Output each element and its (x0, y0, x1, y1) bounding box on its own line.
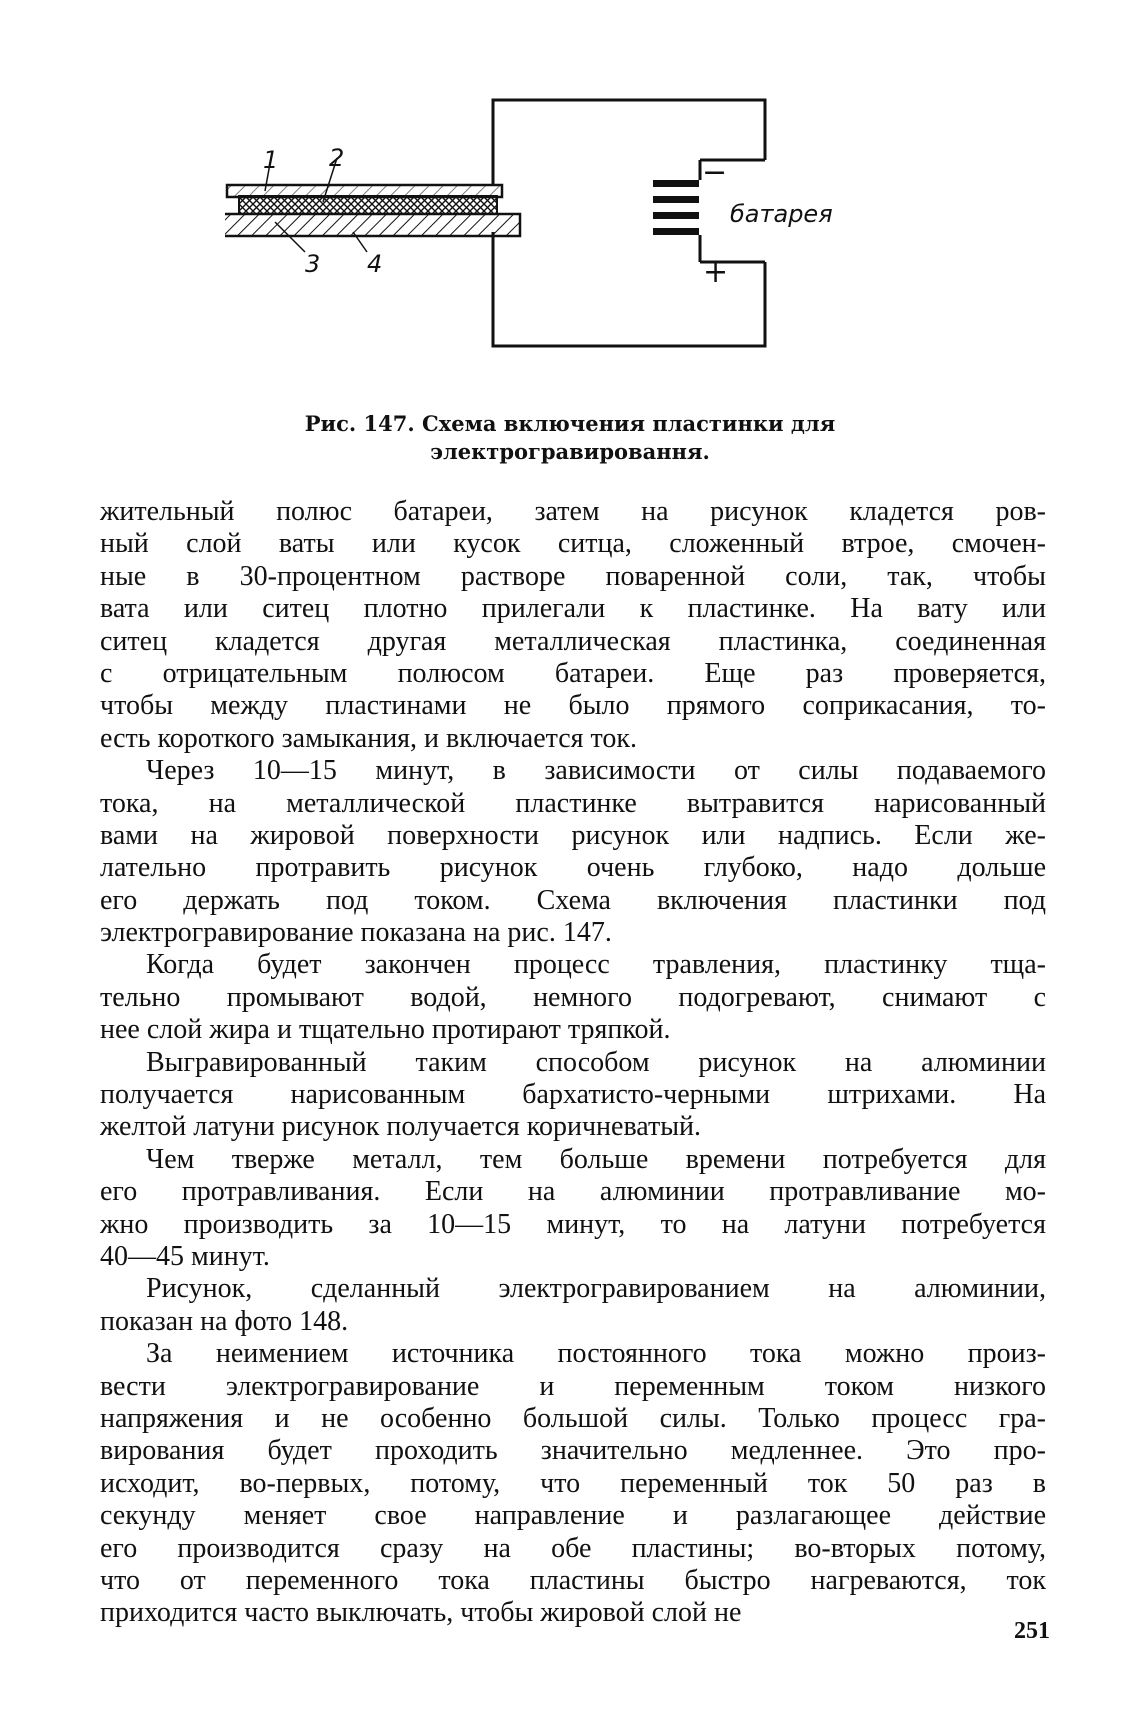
text-line: вата или ситец плотно прилегали к пластинке. На вату или (100, 593, 1046, 625)
text-line: жно производить за 10—15 минут, то на латуни потребуется (100, 1208, 1046, 1240)
label-4: 4 (367, 250, 383, 278)
text-line: тока, на металлической пластинке вытравится нарисованный (100, 787, 1046, 819)
text-line: приходится часто выключать, чтобы жировой слой не (100, 1597, 742, 1629)
text-line: с отрицательным полюсом батареи. Еще раз проверяется, (100, 657, 1046, 689)
plus-sign: + (703, 255, 729, 290)
text-line: его производится сразу на обе пластины; во-вторых потому, (100, 1532, 1046, 1564)
page-number: 251 (1014, 1618, 1050, 1644)
caption-line-2: электрогравировання. (430, 439, 710, 464)
text-line: получается нарисованным бархатисто-черными штрихами. На (100, 1079, 1046, 1111)
text-line: жительный полюс батареи, затем на рисунок кладется ров- (100, 496, 1046, 527)
minus-sign: − (702, 155, 728, 190)
text-line: Рисунок, сделанный электрогравированием на алюминии, (146, 1273, 1046, 1305)
battery-cell-3 (653, 212, 699, 219)
paragraph (100, 1047, 1046, 1144)
text-line: нее слой жира и тщательно протирают тряпкой. (100, 1014, 671, 1046)
circuit-svg (225, 92, 935, 392)
text-line: вести электрогравирование и переменным током низкого (100, 1370, 1046, 1402)
text-line: Когда будет закончен процесс травления, пластинку тща- (146, 949, 1046, 981)
text-line: электрогравирование показана на рис. 147. (100, 917, 612, 949)
label-2: 2 (329, 144, 345, 172)
text-line: желтой латуни рисунок получается коричневатый. (100, 1111, 702, 1143)
plate-bottom (225, 214, 520, 236)
battery-cell-2 (653, 196, 699, 203)
paragraph (100, 1273, 1046, 1338)
paragraph (100, 1144, 1046, 1274)
text-line: За неимением источника постоянного тока можно произ- (146, 1338, 1046, 1370)
paragraph (100, 949, 1046, 1046)
text-line: ный слой ваты или кусок ситца, сложенный втрое, смочен- (100, 528, 1046, 560)
figure-caption (280, 410, 860, 466)
text-line: Чем тверже металл, тем больше времени потребуется для (146, 1143, 1046, 1175)
text-line: показан на фото 148. (100, 1305, 349, 1337)
text-line: секунду меняет свое направление и разлагающее действие (100, 1500, 1046, 1532)
text-line: 40—45 минут. (100, 1240, 270, 1272)
text-line: Через 10—15 минут, в зависимости от силы подаваемого (146, 755, 1046, 787)
battery-label: батарея (730, 200, 833, 228)
text-line: чтобы между пластинами не было прямого соприкасания, то- (100, 690, 1046, 722)
text-line: его протравливания. Если на алюминии протравливание мо- (100, 1176, 1046, 1208)
text-line: ные в 30-процентном растворе поваренной соли, так, чтобы (100, 560, 1046, 592)
paragraph (100, 755, 1046, 949)
label-3: 3 (305, 250, 321, 278)
text-line: его держать под током. Схема включения пластинки под (100, 884, 1046, 916)
text-line: ситец кладется другая металлическая пластинка, соединенная (100, 625, 1046, 657)
text-line: исходит, во-первых, потому, что переменный ток 50 раз в (100, 1467, 1046, 1499)
caption-line-1: Рис. 147. Схема включения пластинки для (304, 411, 836, 436)
paragraph (100, 496, 1046, 755)
body-text (100, 496, 1046, 1630)
battery-cell-4 (653, 228, 699, 235)
battery-cell-1 (653, 180, 699, 187)
circuit-diagram (225, 92, 935, 392)
text-line: Выгравированный таким способом рисунок на алюминии (146, 1046, 1046, 1078)
text-line: что от переменного тока пластины быстро нагреваются, ток (100, 1564, 1046, 1596)
text-line: вами на жировой поверхности рисунок или надпись. Если же- (100, 819, 1046, 851)
text-line: вирования будет проходить значительно медленнее. Это про- (100, 1435, 1046, 1467)
label-1: 1 (263, 146, 279, 174)
paragraph (100, 1338, 1046, 1630)
text-line: тельно промывают водой, немного подогревают, снимают с (100, 981, 1046, 1013)
text-line: есть короткого замыкания, и включается ток. (100, 722, 637, 754)
text-line: лательно протравить рисунок очень глубоко, надо дольше (100, 852, 1046, 884)
text-line: напряжения и не особенно большой силы. Только процесс гра- (100, 1402, 1046, 1434)
cotton-layer (239, 196, 497, 214)
